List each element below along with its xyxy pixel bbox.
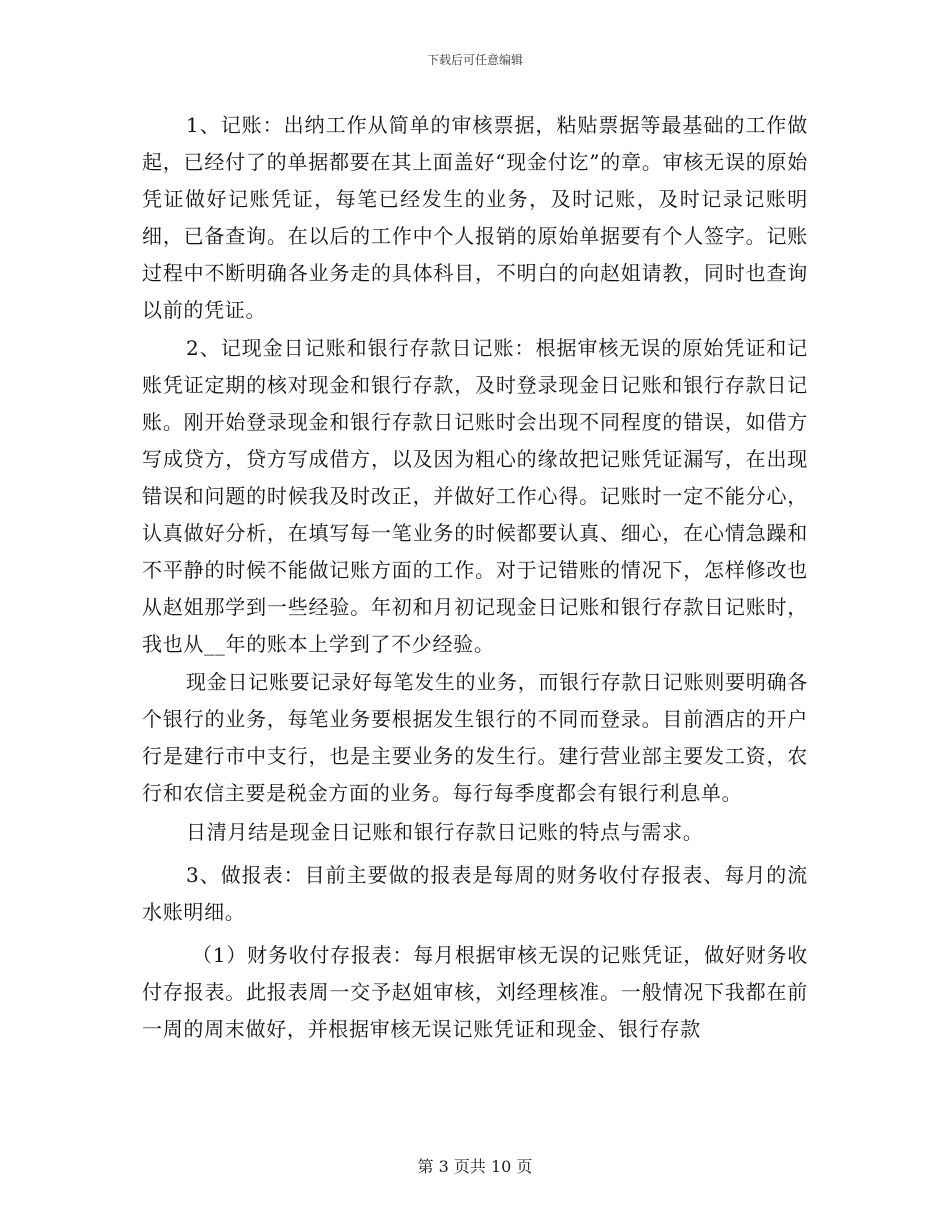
page-number: 第 3 页共 10 页 xyxy=(417,1157,533,1176)
paragraph-reports: 3、做报表：目前主要做的报表是每周的财务收付存报表、每月的流水账明细。 xyxy=(142,863,808,924)
paragraph-daily-monthly: 日清月结是现金日记账和银行存款日记账的特点与需求。 xyxy=(186,820,704,844)
paragraph-receipt-payment-report: （1）财务收付存报表：每月根据审核无误的记账凭证，做好财务收付存报表。此报表周一交予赵姐审核，刘经理核准。一般情况下我都在前一周的周末做好，并根据审核无误记账凭证和现金、银行存款 xyxy=(142,943,808,1041)
paragraph-bookkeeping: 1、记账：出纳工作从简单的审核票据，粘贴票据等最基础的工作做起，已经付了的单据都要在其上面盖好“现金付讫”的章。审核无误的原始凭证做好记账凭证，每笔已经发生的业务，及时记账，及时记录记账明细，已备查询。在以后的工作中个人报销的原始单据要有个人签字。记账过程中不断明确各业务走的具体科目，不明白的向赵姐请教，同时也查询以前的凭证。 xyxy=(142,113,808,322)
paragraph-cash-bank-journal: 2、记现金日记账和银行存款日记账：根据审核无误的原始凭证和记账凭证定期的核对现金和银行存款，及时登录现金日记账和银行存款日记账。刚开始登录现金和银行存款日记账时会出现不同程度的错误，如借方写成贷方，贷方写成借方，以及因为粗心的缘故把记账凭证漏写，在出现错误和问题的时候我及时改正，并做好工作心得。记账时一定不能分心，认真做好分析，在填写每一笔业务的时候都要认真、细心，在心情急躁和不平静的时候不能做记账方面的工作。对于记错账的情况下，怎样修改也从赵姐那学到一些经验。年初和月初记现金日记账和银行存款日记账时，我也从__年的账本上学到了不少经验。 xyxy=(142,336,808,656)
page-header-note: 下载后可任意编辑 xyxy=(426,53,523,67)
document-body xyxy=(142,107,808,1049)
paragraph-journal-details: 现金日记账要记录好每笔发生的业务，而银行存款日记账则要明确各个银行的业务，每笔业务要根据发生银行的不同而登录。目前酒店的开户行是建行市中支行，也是主要业务的发生行。建行营业部主要发工资，农行和农信主要是税金方面的业务。每行每季度都会有银行利息单。 xyxy=(142,670,808,805)
